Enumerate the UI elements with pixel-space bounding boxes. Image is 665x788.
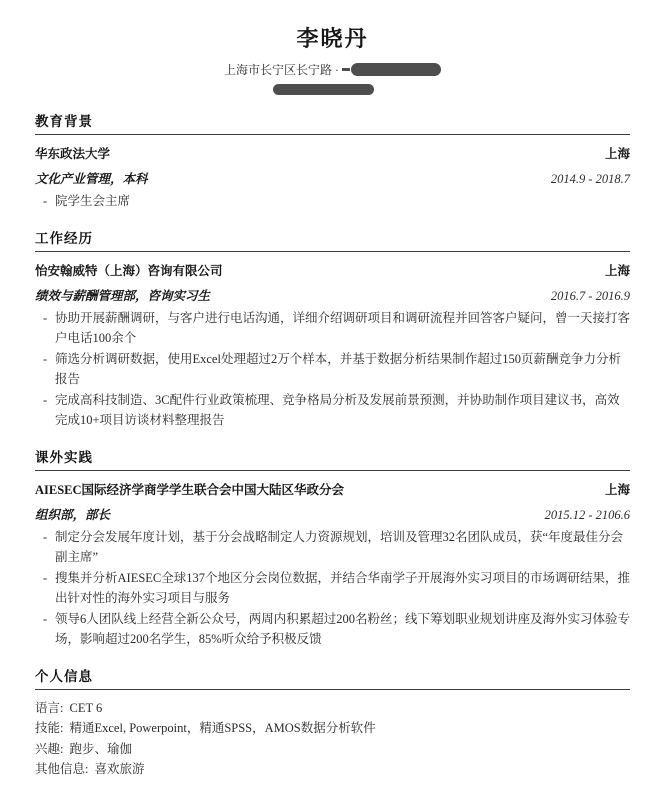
list-item [35,609,630,650]
extracurricular-entry-head [35,480,630,498]
section-title-education: 教育背景 [35,110,630,135]
work-company: 怡安翰威特（上海）咨询有限公司 [35,263,223,278]
work-entry-head [35,261,630,279]
bullet-marker: - [43,351,48,366]
bullet-text: 领导6人团队线上经营全新公众号，两周内积累超过200名粉丝；线下筹划职业规划讲座及海外实习体验专场，影响超过200名学生，85%听众给予积极反馈 [55,611,631,646]
work-location: 上海 [604,263,630,278]
contact-line-2 [35,84,630,95]
list-item [35,308,630,349]
section-title-personal: 个人信息 [35,665,630,690]
section-title-extracurricular: 课外实践 [35,446,630,471]
list-item [35,191,630,212]
personal-label: 技能: [35,721,64,735]
phone-redaction-bar [351,63,441,76]
extracurricular-entry-sub [35,505,630,523]
personal-value: 精通Excel, Powerpoint，精通SPSS，AMOS数据分析软件 [69,721,376,735]
bullet-text: 筛选分析调研数据，使用Excel处理超过2万个样本，并基于数据分析结果制作超过150页薪酬竞争力分析报告 [55,351,621,386]
education-entry-sub [35,169,630,187]
personal-item-interests [35,739,630,760]
personal-value: 喜欢旅游 [94,762,145,776]
personal-value: 跑步、瑜伽 [69,741,132,756]
bullet-text: 完成高科技制造、3C配件行业政策梳理、竞争格局分析及发展前景预测，并协助制作项目建议书，高效完成10+项目访谈材料整理报告 [55,392,620,427]
work-dates: 2016.7 - 2016.9 [550,288,630,303]
list-item [35,349,630,390]
extracurricular-dates: 2015.12 - 2106.6 [544,507,630,522]
education-location: 上海 [604,147,630,161]
bullet-text: 搜集并分析AIESEC全球137个地区分会岗位数据，并结合华南学子开展海外实习项目的市场调研结果，推出针对性的海外实习项目与服务 [55,570,631,605]
list-item [35,568,630,609]
extracurricular-org: AIESEC国际经济学商学学生联合会中国大陆区华政分会 [35,482,345,497]
list-item [35,527,630,568]
education-bullets [35,191,630,212]
extracurricular-location: 上海 [604,482,630,497]
section-title-work: 工作经历 [35,227,630,252]
candidate-name: 李晓丹 [296,26,369,51]
education-major-degree: 文化产业管理，本科 [35,172,148,186]
bullet-text: 协助开展薪酬调研，与客户进行电话沟通，详细介绍调研项目和调研流程并回答客户疑问，曾一天接打客户电话100余个 [55,310,631,345]
bullet-text: 院学生会主席 [55,194,131,208]
personal-item-other [35,759,630,780]
bullet-marker: - [43,194,48,208]
work-position: 绩效与薪酬管理部，咨询实习生 [35,288,211,303]
personal-label: 兴趣: [35,741,64,756]
personal-label: 语言: [35,700,64,715]
address-text: 上海市长宁区长宁路 · [224,63,339,77]
contact-line [35,61,630,78]
list-item [35,390,630,431]
personal-label: 其他信息: [35,762,89,776]
education-dates: 2014.9 - 2018.7 [550,172,630,186]
extracurricular-position: 组织部，部长 [35,507,111,522]
bullet-marker: - [43,310,48,325]
personal-item-skills [35,718,630,739]
personal-item-language [35,698,630,719]
personal-info-list [35,698,630,780]
education-school: 华东政法大学 [35,147,111,161]
bullet-text: 制定分会发展年度计划，基于分会战略制定人力资源规划，培训及管理32名团队成员，获“年度最佳分会副主席” [55,529,624,564]
extracurricular-bullets [35,527,630,650]
work-bullets [35,308,630,431]
bullet-marker: - [43,529,48,544]
redaction-dash [342,68,350,71]
email-redaction-bar [273,84,374,95]
bullet-marker: - [43,392,48,407]
bullet-marker: - [43,611,48,626]
personal-value: CET 6 [69,700,103,715]
work-entry-sub [35,286,630,304]
bullet-marker: - [43,570,48,585]
education-entry-head [35,144,630,162]
